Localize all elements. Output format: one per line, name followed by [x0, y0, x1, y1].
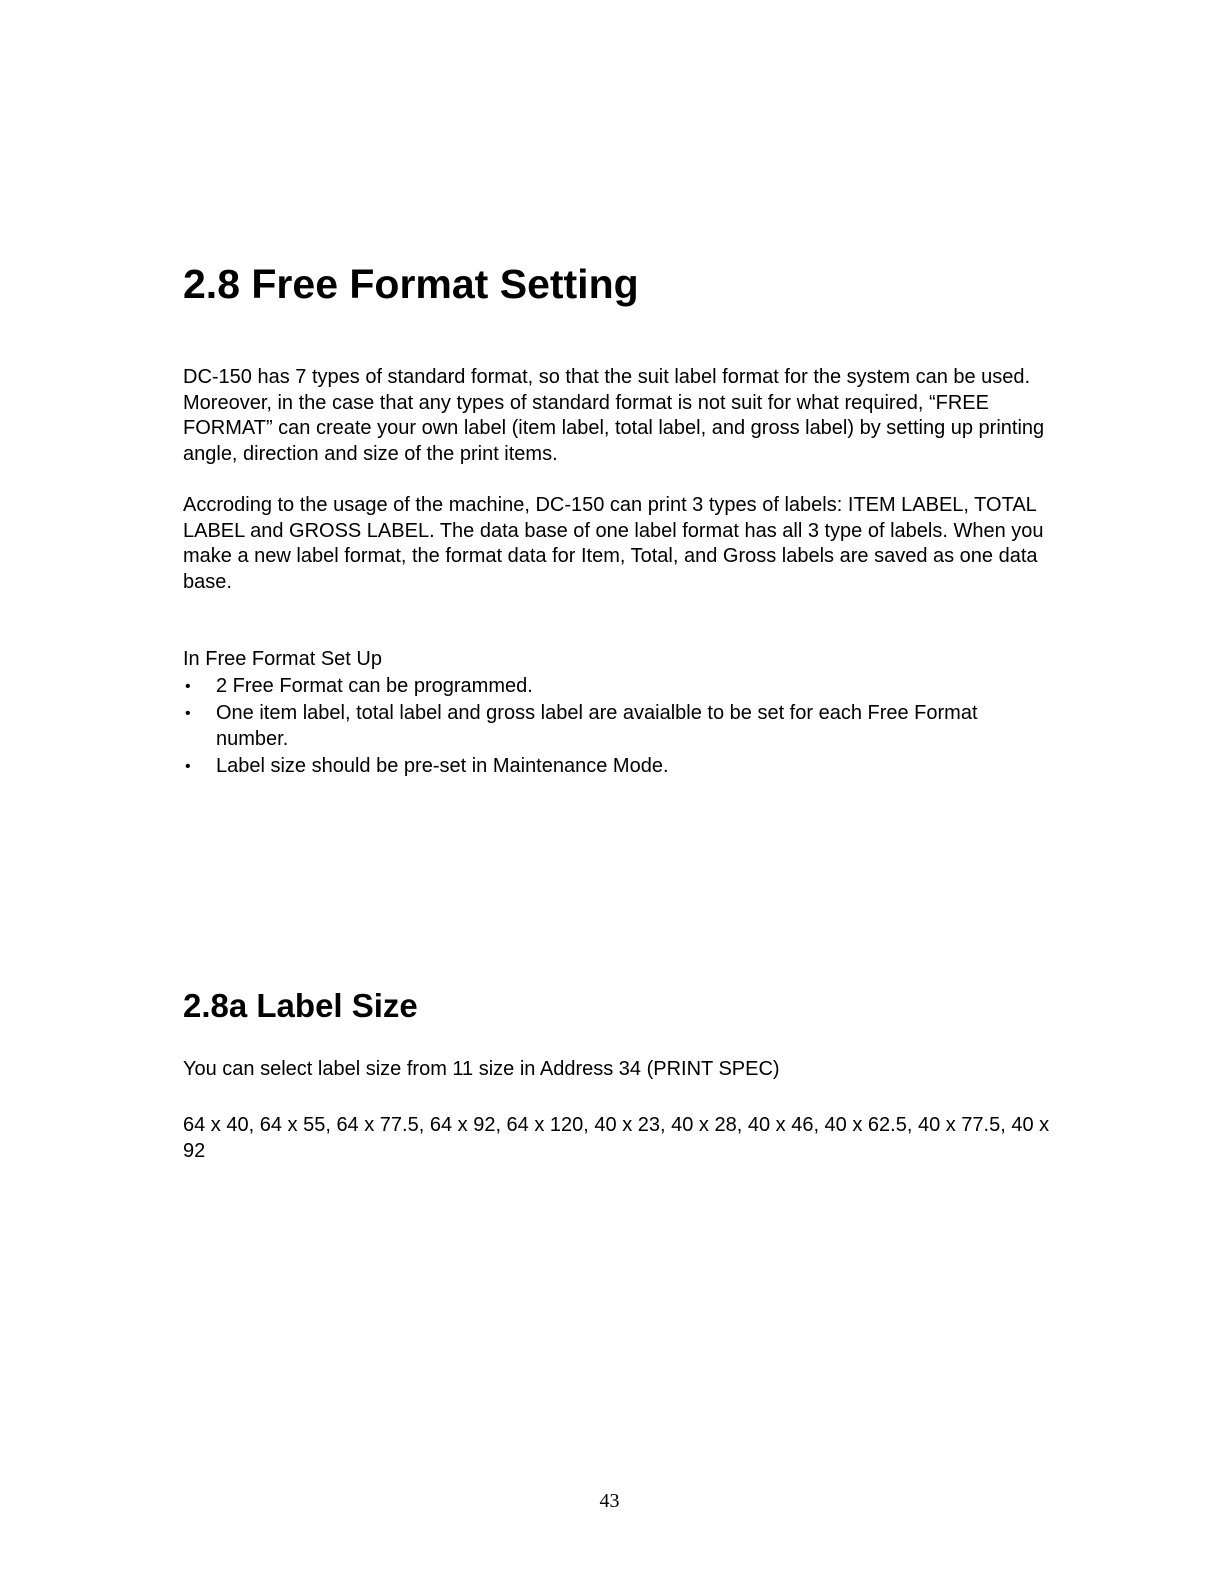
bullet-icon: • [185, 705, 191, 723]
page-number: 43 [599, 1490, 620, 1512]
intro-paragraph: DC-150 has 7 types of standard format, so that the suit label format for the system can be used. Moreover, in the case that any types of standard format is not suit for what required, “FREE FORMAT” can create your own label (item label, total label, and gross label) by setting up printing angle, direction and size of the print items. [183, 366, 1045, 466]
label-types-paragraph: Accroding to the usage of the machine, DC-150 can print 3 types of labels: ITEM LABEL, TOTAL LABEL and GROSS LABEL. The data base of one label format has all 3 type of labels. When you make a new label format, the format data for Item, Total, and Gross labels are saved as one data base. [183, 494, 1044, 594]
section-heading: 2.8 Free Format Setting [183, 261, 639, 307]
list-item-text: One item label, total label and gross label are avaialble to be set for each Free Format number. [216, 702, 978, 750]
list-item-text: 2 Free Format can be programmed. [216, 675, 533, 697]
setup-bullet-list [183, 674, 1053, 781]
bullet-icon: • [185, 758, 191, 776]
subsection-heading: 2.8a Label Size [183, 987, 418, 1024]
bullet-icon: • [185, 678, 191, 695]
list-item [183, 754, 1053, 780]
label-size-list: 64 x 40, 64 x 55, 64 x 77.5, 64 x 92, 64 x 120, 40 x 23, 40 x 28, 40 x 46, 40 x 62.5, 40 x 77.5, 40 x 92 [183, 1114, 1050, 1162]
list-item [183, 701, 1053, 752]
setup-intro: In Free Format Set Up [183, 648, 382, 670]
label-size-intro: You can select label size from 11 size in Address 34 (PRINT SPEC) [183, 1058, 780, 1080]
list-item [183, 674, 1053, 700]
list-item-text: Label size should be pre-set in Maintenance Mode. [216, 755, 669, 778]
